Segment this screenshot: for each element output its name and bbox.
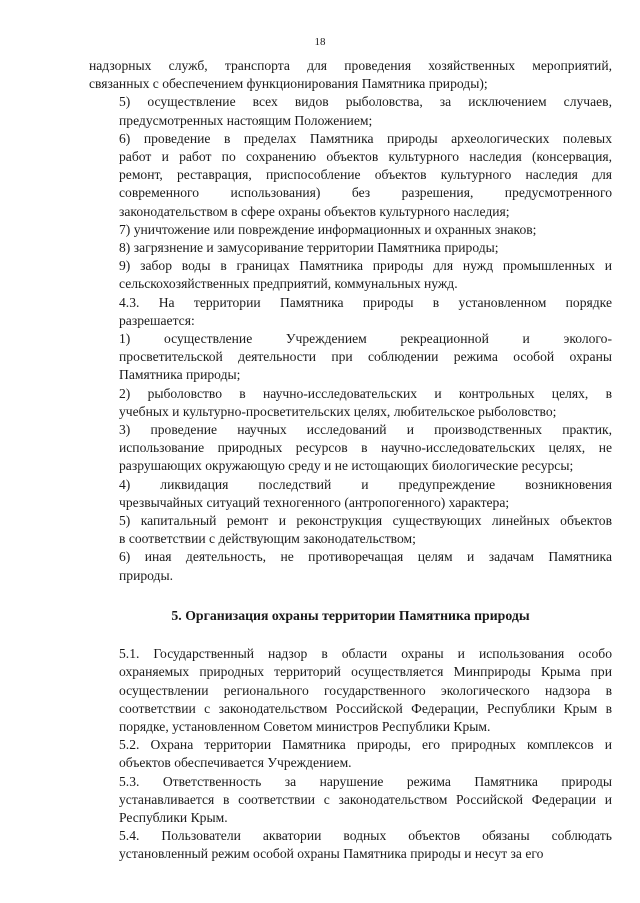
paragraph: [89, 736, 612, 772]
text-line: современного использования) без разрешения, предусмотренного: [119, 185, 612, 201]
text-line: 1) осуществление Учреждением рекреационной и эколого-: [119, 331, 612, 347]
text-line: 5.1. Государственный надзор в области охраны и использования особо: [119, 646, 612, 662]
text-line: 6) проведение в пределах Памятника природы археологических полевых: [119, 130, 612, 146]
text-line: разрушающих окружающую среду и не истощающих биологические ресурсы;: [119, 458, 574, 474]
text-line: надзорных служб, транспорта для проведения хозяйственных мероприятий,: [89, 58, 612, 73]
text-line: предусмотренных настоящим Положением;: [119, 112, 373, 128]
text-line: законодательством в сфере охраны объектов культурного наследия;: [119, 203, 510, 219]
paragraph: [89, 294, 612, 330]
prohibitions-and-permissions-block: [89, 57, 612, 585]
text-line: связанных с обеспечением функционирования Памятника природы);: [89, 76, 488, 92]
paragraph: [89, 257, 612, 293]
text-line: Памятника природы;: [119, 367, 241, 383]
paragraph: [89, 421, 612, 476]
paragraph: [89, 548, 612, 584]
paragraph: [89, 330, 612, 385]
text-line: 8) загрязнение и замусоривание территории Памятника природы;: [119, 240, 499, 256]
text-line: 5.3. Ответственность за нарушение режима Памятника природы: [119, 773, 612, 789]
text-line: 6) иная деятельность, не противоречащая целям и задачам Памятника: [119, 549, 612, 565]
text-line: 3) проведение научных исследований и производственных практик,: [119, 422, 612, 438]
text-line: просветительской деятельности при соблюдении режима особой охраны: [119, 349, 612, 365]
text-line: разрешается:: [119, 312, 195, 328]
paragraph: [89, 827, 612, 863]
paragraph: [89, 221, 612, 239]
text-line: осуществлении регионального государственного экологического надзора в: [119, 682, 612, 698]
paragraph: [89, 93, 612, 129]
paragraph: [89, 385, 612, 421]
text-line: чрезвычайных ситуаций техногенного (антропогенного) характера;: [119, 494, 510, 510]
text-line: объектов обеспечивается Учреждением.: [119, 755, 352, 771]
paragraph: [89, 130, 612, 221]
text-line: учебных и культурно-просветительских целях, любительское рыболовство;: [119, 403, 557, 419]
text-line: 5.4. Пользователи акватории водных объектов обязаны соблюдать: [119, 828, 612, 844]
paragraph: [89, 239, 612, 257]
text-line: 5) осуществление всех видов рыболовства, за исключением случаев,: [119, 94, 612, 110]
section-5-block: [89, 645, 612, 863]
text-line: природы.: [119, 567, 173, 583]
paragraph: [89, 773, 612, 828]
section-heading: 5. Организация охраны территории Памятника природы: [171, 607, 530, 623]
text-line: устанавливается в соответствии с законодательством Российской Федерации и: [119, 791, 612, 807]
text-line: 5) капитальный ремонт и реконструкция существующих линейных объектов: [119, 513, 612, 529]
document-body: [89, 57, 612, 864]
text-line: установленный режим особой охраны Памятника природы и несут за его: [119, 846, 544, 862]
text-line: 9) забор воды в границах Памятника природы для нужд промышленных и: [119, 258, 612, 274]
text-line: в соответствии с действующим законодательством;: [119, 531, 416, 547]
text-line: охраняемых природных территорий осуществляется Минприроды Крыма при: [119, 664, 612, 680]
text-line: 5.2. Охрана территории Памятника природы, его природных комплексов и: [119, 737, 612, 753]
paragraph: [89, 512, 612, 548]
text-line: 4) ликвидация последствий и предупреждение возникновения: [119, 476, 612, 492]
text-line: порядке, установленном Советом министров Республики Крым.: [119, 718, 491, 734]
text-line: 7) уничтожение или повреждение информационных и охранных знаков;: [119, 221, 537, 237]
text-line: использование природных ресурсов в научно-исследовательских целях, не: [119, 440, 612, 456]
text-line: соответствии с законодательством Российской Федерации, Республики Крым в: [119, 700, 612, 716]
text-line: Республики Крым.: [119, 809, 228, 825]
paragraph: [89, 476, 612, 512]
page-number: 18: [314, 36, 326, 48]
text-line: работ и работ по сохранению объектов культурного наследия (консервация,: [119, 149, 612, 165]
paragraph: [89, 645, 612, 736]
text-line: 2) рыболовство в научно-исследовательских и контрольных целях, в: [119, 385, 612, 401]
text-line: сельскохозяйственных предприятий, коммунальных нужд.: [119, 276, 458, 292]
text-line: ремонт, реставрация, приспособление объектов культурного наследия для: [119, 167, 612, 183]
text-line: 4.3. На территории Памятника природы в установленном порядке: [119, 294, 612, 310]
paragraph: [89, 57, 612, 93]
